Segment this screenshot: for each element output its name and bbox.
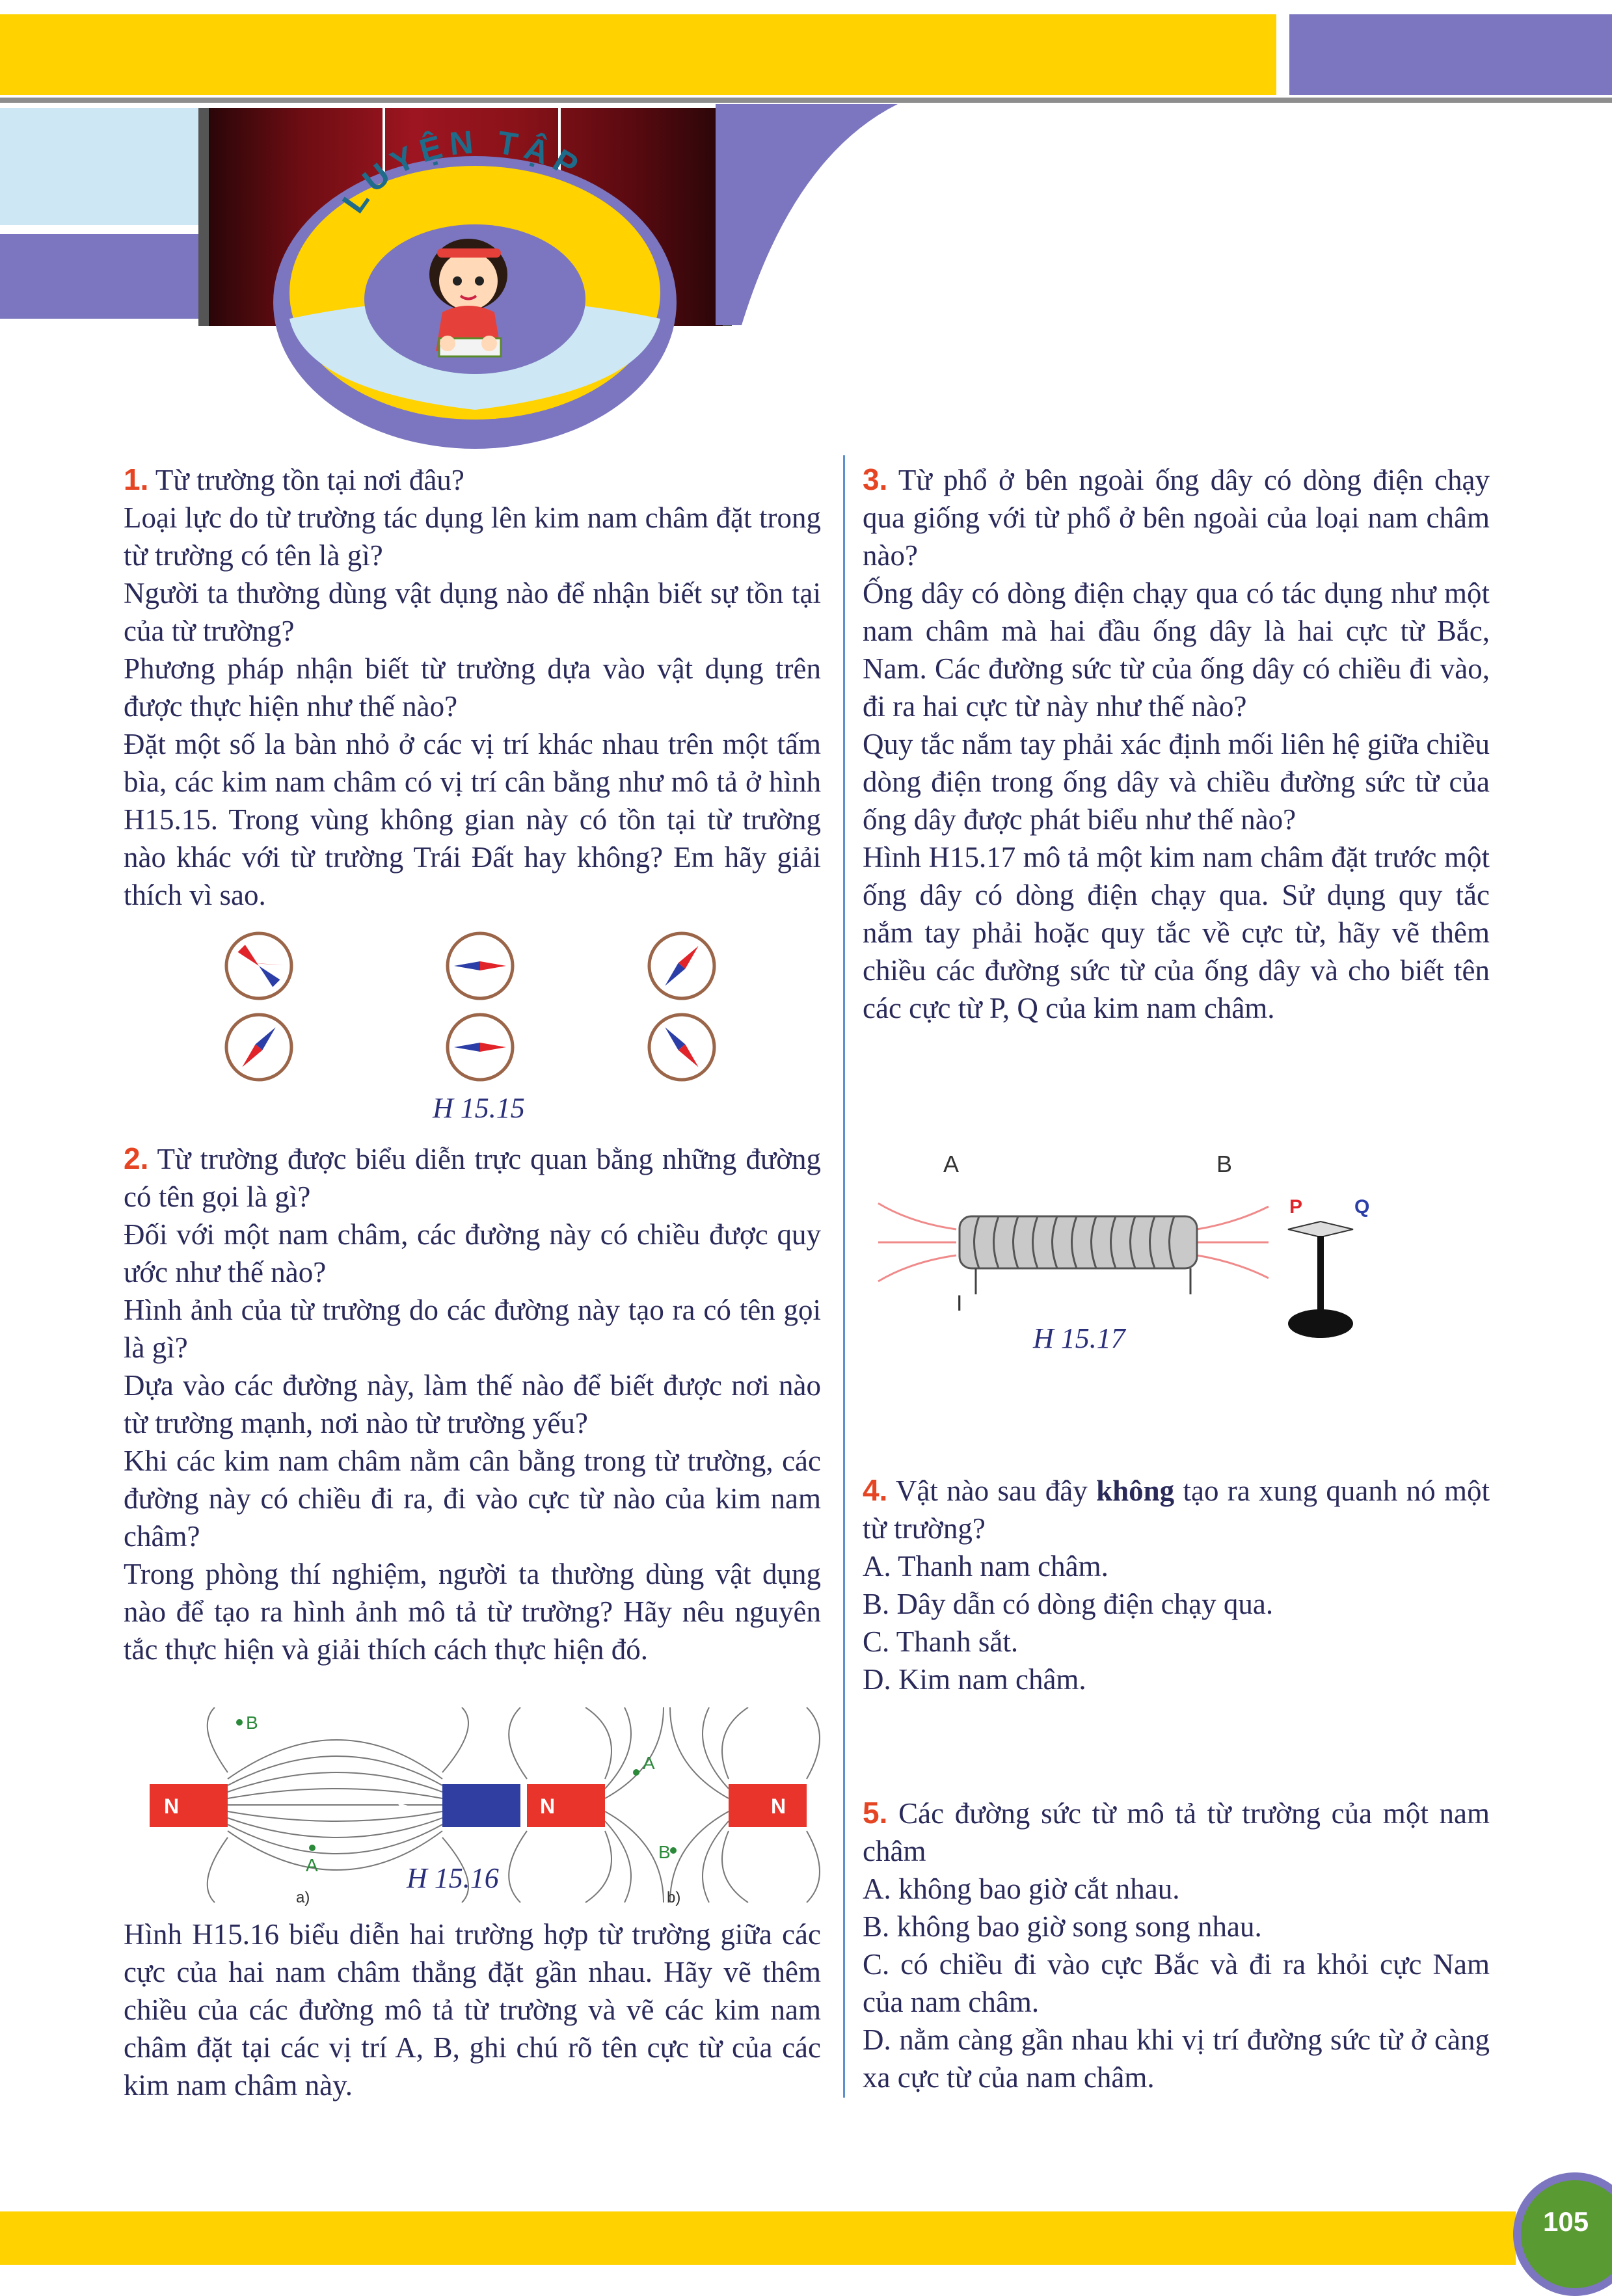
column-divider — [843, 455, 845, 2098]
luyen-tap-banner — [254, 104, 696, 455]
needle-label-q: Q — [1354, 1196, 1370, 1218]
q3-line: Hình H15.17 mô tả một kim nam châm đặt trước một ống dây có dòng điện chạy qua. Sử dụng quy tắc nắm tay phải hoặc quy tắc về cực từ, hãy vẽ thêm chiều các đường sức từ của ống dây và cho biết tên các cực từ P, Q của kim nam châm. — [863, 841, 1490, 1024]
q1-line: Đặt một số la bàn nhỏ ở các vị trí khác nhau trên một tấm bìa, các kim nam châm có vị trí cân bằng như mô tả ở hình H15.15. Trong vùng không gian này có tồn tại từ trường nào khác với từ trường Trái Đất hay không? Em hãy giải thích vì sao. — [124, 728, 821, 911]
pole-label: N — [771, 1795, 786, 1818]
q3-line: Từ phổ ở bên ngoài ống dây có dòng điện chạy qua giống với từ phổ ở bên ngoài của loại nam châm nào? — [863, 464, 1490, 572]
compass-1 — [226, 933, 291, 998]
q3-line: Ống dây có dòng điện chạy qua có tác dụng như một nam châm mà hai đầu ống dây là hai cực từ Bắc, Nam. Các đường sức từ của ống dây có chiều đi vào, đi ra hai cực từ này như thế nào? — [863, 577, 1490, 723]
solenoid-label-b: B — [1216, 1151, 1233, 1177]
pole-label: N — [540, 1795, 556, 1818]
compass-5 — [448, 1015, 513, 1080]
compass-needle-stand — [1288, 1221, 1353, 1338]
q4-option: D. Kim nam châm. — [863, 1663, 1086, 1696]
q5-option: C. có chiều đi vào cực Bắc và đi ra khỏi cực Nam của nam châm. — [863, 1948, 1490, 2018]
q4-stem-start: Vật nào sau đây — [895, 1475, 1097, 1507]
current-label: I — [956, 1291, 963, 1316]
q5-option: B. không bao giờ song song nhau. — [863, 1910, 1262, 1943]
point-label: B — [658, 1842, 671, 1862]
figure-caption-h1516: H 15.16 — [407, 1862, 499, 1894]
q4-option: A. Thanh nam châm. — [863, 1550, 1108, 1582]
question-3-number: 3. — [863, 462, 888, 496]
needle-label-p: P — [1289, 1196, 1303, 1218]
header-separator-left — [198, 108, 209, 326]
header-yellow-bar — [0, 14, 1276, 95]
q5-stem: Các đường sức từ mô tả từ trường của một nam châm — [863, 1797, 1490, 1867]
q3-line: Quy tắc nắm tay phải xác định mối liên hệ giữa chiều dòng điện trong ống dây và chiều đường sức từ của ống dây được phát biểu như thế nào? — [863, 728, 1490, 836]
pole-label: S — [397, 1795, 411, 1818]
q4-option: B. Dây dẫn có dòng điện chạy qua. — [863, 1588, 1274, 1620]
compass-3 — [649, 933, 714, 998]
question-4-number: 4. — [863, 1473, 888, 1507]
header-left-purple-panel — [0, 234, 198, 319]
figure-label-b: b) — [667, 1889, 681, 1906]
girl-illustration — [429, 239, 507, 356]
header-purple-bar — [1289, 14, 1612, 95]
q4-option: C. Thanh sắt. — [863, 1625, 1019, 1658]
point-label: A — [306, 1855, 318, 1875]
point-label: B — [246, 1713, 258, 1733]
header-purple-curve — [716, 98, 976, 332]
compass-2 — [448, 933, 513, 998]
question-4 — [863, 1471, 1490, 1698]
q2-line: Đối với một nam châm, các đường này có chiều được quy ước như thế nào? — [124, 1218, 821, 1288]
q2-line: Từ trường được biểu diễn trực quan bằng những đường có tên gọi là gì? — [124, 1143, 822, 1213]
magnet-a-north — [150, 1784, 228, 1827]
q4-stem-end: tạo ra xung quanh nó một từ trường? — [863, 1475, 1490, 1545]
q5-option: D. nằm càng gần nhau khi vị trí đường sức từ ở càng xa cực từ của nam châm. — [863, 2023, 1490, 2094]
solenoid-label-a: A — [943, 1151, 960, 1177]
question-5-number: 5. — [863, 1796, 888, 1830]
figure-caption-h1517: H 15.17 — [1033, 1322, 1125, 1354]
compass-6 — [649, 1015, 714, 1080]
page-number: 105 — [1543, 2206, 1589, 2237]
question-2-number: 2. — [124, 1141, 149, 1175]
q2-line: Khi các kim nam châm nằm cân bằng trong từ trường, các đường này có chiều đi ra, đi vào cực từ nào của kim nam châm? — [124, 1445, 821, 1553]
compass-grid-figure — [215, 927, 735, 1089]
question-5 — [863, 1794, 1490, 2096]
header-left-panel — [0, 108, 198, 225]
magnet-b-north-right — [729, 1784, 807, 1827]
magnet-a-south — [442, 1784, 520, 1827]
question-1-number: 1. — [124, 462, 149, 496]
banner-title: LUYỆN TẬP — [335, 123, 590, 220]
header-gap — [1276, 14, 1289, 95]
q2-line: Trong phòng thí nghiệm, người ta thường dùng vật dụng nào để tạo ra hình ảnh mô tả từ trường? Hãy nêu nguyên tắc thực hiện và giải thích cách thực hiện đó. — [124, 1558, 821, 1666]
q1-line: Người ta thường dùng vật dụng nào để nhận biết sự tồn tại của từ trường? — [124, 577, 821, 647]
q1-line: Phương pháp nhận biết từ trường dựa vào vật dụng trên được thực hiện như thế nào? — [124, 652, 821, 723]
magnet-b-north-left — [527, 1784, 605, 1827]
question-2-task: Hình H15.16 biểu diễn hai trường hợp từ trường giữa các cực của hai nam châm thẳng đặt gần nhau. Hãy vẽ thêm chiều của các đường mô tả từ trường và vẽ các kim nam châm đặt tại các vị trí A, B, ghi chú rõ tên cực từ của các kim nam châm này. — [124, 1918, 821, 2102]
figure-label-a: a) — [296, 1889, 310, 1906]
pole-label: N — [164, 1795, 180, 1818]
solenoid-figure — [872, 1145, 1392, 1359]
q2-line: Hình ảnh của từ trường do các đường này tạo ra có tên gọi là gì? — [124, 1294, 821, 1364]
point-label: A — [643, 1753, 655, 1773]
q5-option: A. không bao giờ cắt nhau. — [863, 1873, 1180, 1905]
question-1 — [124, 461, 821, 914]
question-3 — [863, 461, 1490, 1027]
figure-caption-h1515: H 15.15 — [433, 1092, 525, 1124]
footer-yellow-bar — [0, 2211, 1516, 2265]
q4-stem-emphasis: không — [1096, 1475, 1175, 1507]
q1-line: Từ trường tồn tại nơi đâu? — [155, 464, 464, 496]
q2-line: Dựa vào các đường này, làm thế nào để biết được nơi nào từ trường mạnh, nơi nào từ trường yếu? — [124, 1369, 821, 1439]
compass-4 — [226, 1015, 291, 1080]
question-2 — [124, 1140, 821, 1668]
q1-line: Loại lực do từ trường tác dụng lên kim nam châm đặt trong từ trường có tên là gì? — [124, 501, 821, 572]
